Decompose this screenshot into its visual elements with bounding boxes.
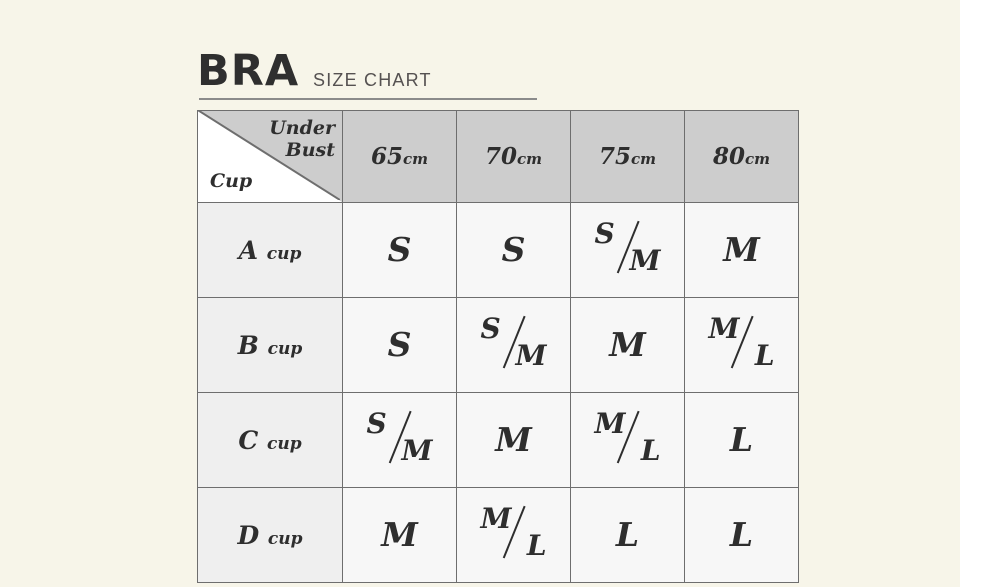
table-header-row [198,111,799,203]
cell-c-75-value [587,393,669,479]
cell-b-70-numerator: S [480,312,501,345]
row-header-d-sub: cup [267,528,303,549]
cell-d-80-value: L [729,515,754,554]
cell-a-75-denominator: M [629,244,661,277]
cell-a-65-value: S [387,230,412,269]
right-margin [960,0,1000,587]
cell-b-70 [457,298,571,393]
cell-c-65-value [359,393,441,479]
cell-c-75 [571,393,685,488]
column-header-65-unit: cm [403,150,429,168]
bra-size-table [197,110,799,583]
cell-c-65-numerator: S [366,407,387,440]
cell-b-70-denominator: M [515,339,547,372]
cell-b-80-numerator: M [708,312,740,345]
cell-d-75 [571,488,685,583]
cell-d-70-value [473,488,555,574]
chart-title-block [197,48,737,106]
column-header-75-value: 75 [598,143,631,170]
column-header-65-value: 65 [370,143,403,170]
cell-d-70-numerator: M [480,502,512,535]
cell-b-65 [343,298,457,393]
row-header-a-sub: cup [266,243,302,264]
column-header-70-value: 70 [484,143,517,170]
row-header-b-letter: B [237,330,259,360]
cell-b-80-denominator: L [754,339,775,372]
title-divider [199,98,537,100]
row-header-c-cup [198,393,343,488]
underbust-label-line1: Under [269,117,335,139]
cell-c-80 [685,393,799,488]
row-header-d-letter: D [237,520,260,550]
cell-a-75-numerator: S [594,217,615,250]
row-header-b-sub: cup [267,338,303,359]
underbust-axis-label [269,117,335,161]
column-header-75 [571,111,685,203]
cell-a-75 [571,203,685,298]
cell-b-80 [685,298,799,393]
cell-d-80 [685,488,799,583]
cell-d-65-value: M [381,515,418,554]
cell-b-70-value [473,298,555,384]
row-header-d-cup [198,488,343,583]
column-header-70 [457,111,571,203]
cell-a-80-value: M [723,230,760,269]
cell-a-70-value: S [501,230,526,269]
column-header-80 [685,111,799,203]
cell-a-65 [343,203,457,298]
cell-c-75-numerator: M [594,407,626,440]
cell-c-70 [457,393,571,488]
table-corner-cell [198,111,343,203]
cell-b-65-value: S [387,325,412,364]
cell-c-75-denominator: L [640,434,661,467]
table-row [198,393,799,488]
column-header-80-unit: cm [745,150,771,168]
cell-c-70-value: M [495,420,532,459]
cell-b-75-value: M [609,325,646,364]
cell-b-80-value [701,298,783,384]
cell-c-65-denominator: M [401,434,433,467]
column-header-75-unit: cm [631,150,657,168]
cell-c-65 [343,393,457,488]
cell-a-70 [457,203,571,298]
row-header-a-cup [198,203,343,298]
table-row [198,298,799,393]
row-header-a-letter: A [238,235,259,265]
column-header-65 [343,111,457,203]
cup-axis-label: Cup [210,170,253,192]
column-header-80-value: 80 [712,143,745,170]
cell-d-70-denominator: L [526,529,547,562]
cell-d-70 [457,488,571,583]
column-header-70-unit: cm [517,150,543,168]
row-header-c-letter: C [238,425,259,455]
cell-a-75-value [587,203,669,289]
table-row [198,203,799,298]
cell-d-65 [343,488,457,583]
underbust-label-line2: Bust [285,139,335,161]
cell-a-80 [685,203,799,298]
row-header-c-sub: cup [267,433,302,454]
page-subtitle: SIZE CHART [313,70,432,90]
page-title: BRA [197,46,300,96]
table-row [198,488,799,583]
cell-c-80-value: L [729,420,754,459]
row-header-b-cup [198,298,343,393]
cell-d-75-value: L [615,515,640,554]
cell-b-75 [571,298,685,393]
